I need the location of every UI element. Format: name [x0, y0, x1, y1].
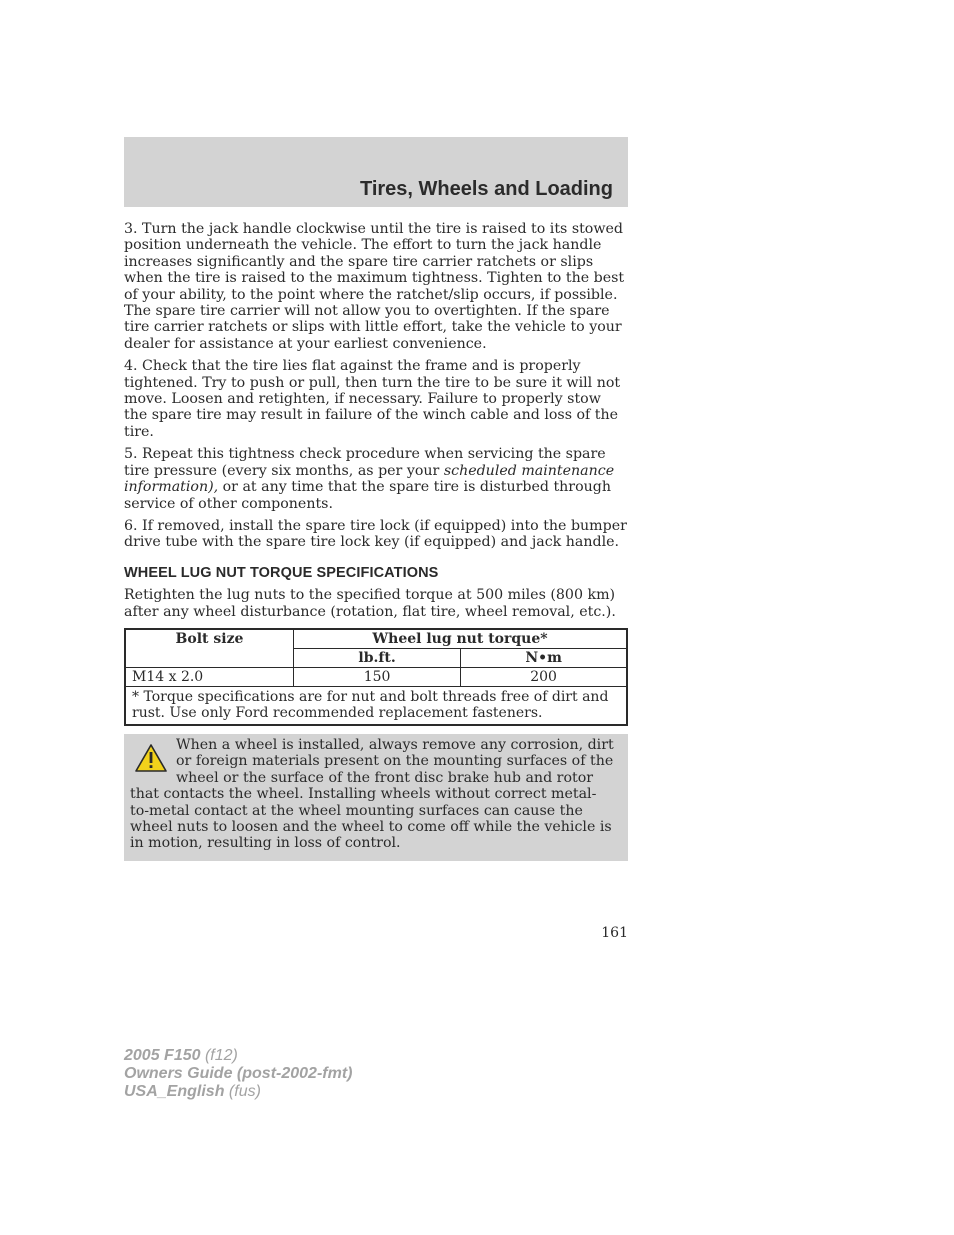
step-6-paragraph: 6. If removed, install the spare tire lock (if equipped) into the bumper drive tube with the spare tire lock key (if equipped) and jack handle.	[124, 517, 627, 551]
cell-nm: 200	[461, 667, 627, 686]
warning-box	[124, 734, 628, 861]
step-5-paragraph	[124, 446, 628, 512]
cell-lbft: 150	[294, 667, 461, 686]
torque-spec-table	[124, 628, 628, 726]
subheader-lbft: lb.ft.	[294, 648, 461, 667]
step-5-text-after: or at any time that the spare tire is disturbed through service of other components.	[124, 479, 611, 512]
footer-language-code: (fus)	[228, 1083, 261, 1100]
section-intro: Retighten the lug nuts to the specified torque at 500 miles (800 km) after any wheel disturbance (rotation, flat tire, wheel removal, etc.).	[124, 587, 616, 620]
step-3-paragraph: 3. Turn the jack handle clockwise until the tire is raised to its stowed position underneath the vehicle. The effort to turn the jack handle increases significantly and the spare tire carrier ratchets or slips when the tire is raised to the maximum tightness. Tighten to the best of your ability, to the point where the ratchet/slip occurs, if possible. The spare tire carrier will not allow you to overtighten. If the spare tire carrier ratchets or slips with little effort, take the vehicle to your dealer for assistance at your earliest convenience.	[124, 221, 625, 352]
step-4-paragraph: 4. Check that the tire lies flat against the frame and is properly tightened. Try to push or pull, then turn the tire to be sure it will not move. Loosen and retighten, if necessary. Failure to properly stow the spare tire may result in failure of the winch cable and loss of the tire.	[124, 358, 621, 440]
table-header-row	[125, 629, 627, 649]
step-5-text-before: 5. Repeat this tightness check procedure when servicing the spare tire pressure (every six months, as per your	[124, 446, 606, 479]
subheader-nm: N•m	[461, 648, 627, 667]
table-footnote: * Torque specifications are for nut and bolt threads free of dirt and rust. Use only Ford recommended replacement fasteners.	[125, 686, 627, 725]
page-content	[124, 221, 628, 861]
warning-triangle-icon	[134, 743, 168, 773]
footer-model-code: (f12)	[204, 1047, 238, 1064]
warning-text: When a wheel is installed, always remove any corrosion, dirt or foreign materials present on the mounting surfaces of the wheel or the surface of the front disc brake hub and rotor that contacts the wheel. Installing wheels without correct metal-to-metal contact at the wheel mounting surfaces can cause the wheel nuts to loosen and the wheel to come off while the vehicle is in motion, resulting in loss of control.	[130, 736, 614, 852]
footer-language: USA_English	[124, 1083, 225, 1100]
table-footnote-row	[125, 686, 627, 725]
document-footer	[124, 1047, 352, 1101]
section-heading: WHEEL LUG NUT TORQUE SPECIFICATIONS	[124, 564, 439, 581]
header-torque: Wheel lug nut torque*	[294, 629, 628, 649]
step-5-italic-reference: scheduled maintenance information),	[124, 462, 615, 496]
chapter-title: Tires, Wheels and Loading	[359, 178, 613, 200]
header-bolt-size: Bolt size	[125, 629, 294, 668]
footer-guide: Owners Guide (post-2002-fmt)	[124, 1065, 353, 1082]
footer-line-1	[124, 1047, 352, 1065]
table-row	[125, 667, 627, 686]
chapter-header-band	[124, 137, 628, 207]
footer-line-3	[124, 1083, 352, 1101]
footer-line-2	[124, 1065, 352, 1083]
page-number: 161	[601, 925, 628, 941]
cell-bolt-size: M14 x 2.0	[125, 667, 294, 686]
footer-model: 2005 F150	[124, 1047, 201, 1064]
